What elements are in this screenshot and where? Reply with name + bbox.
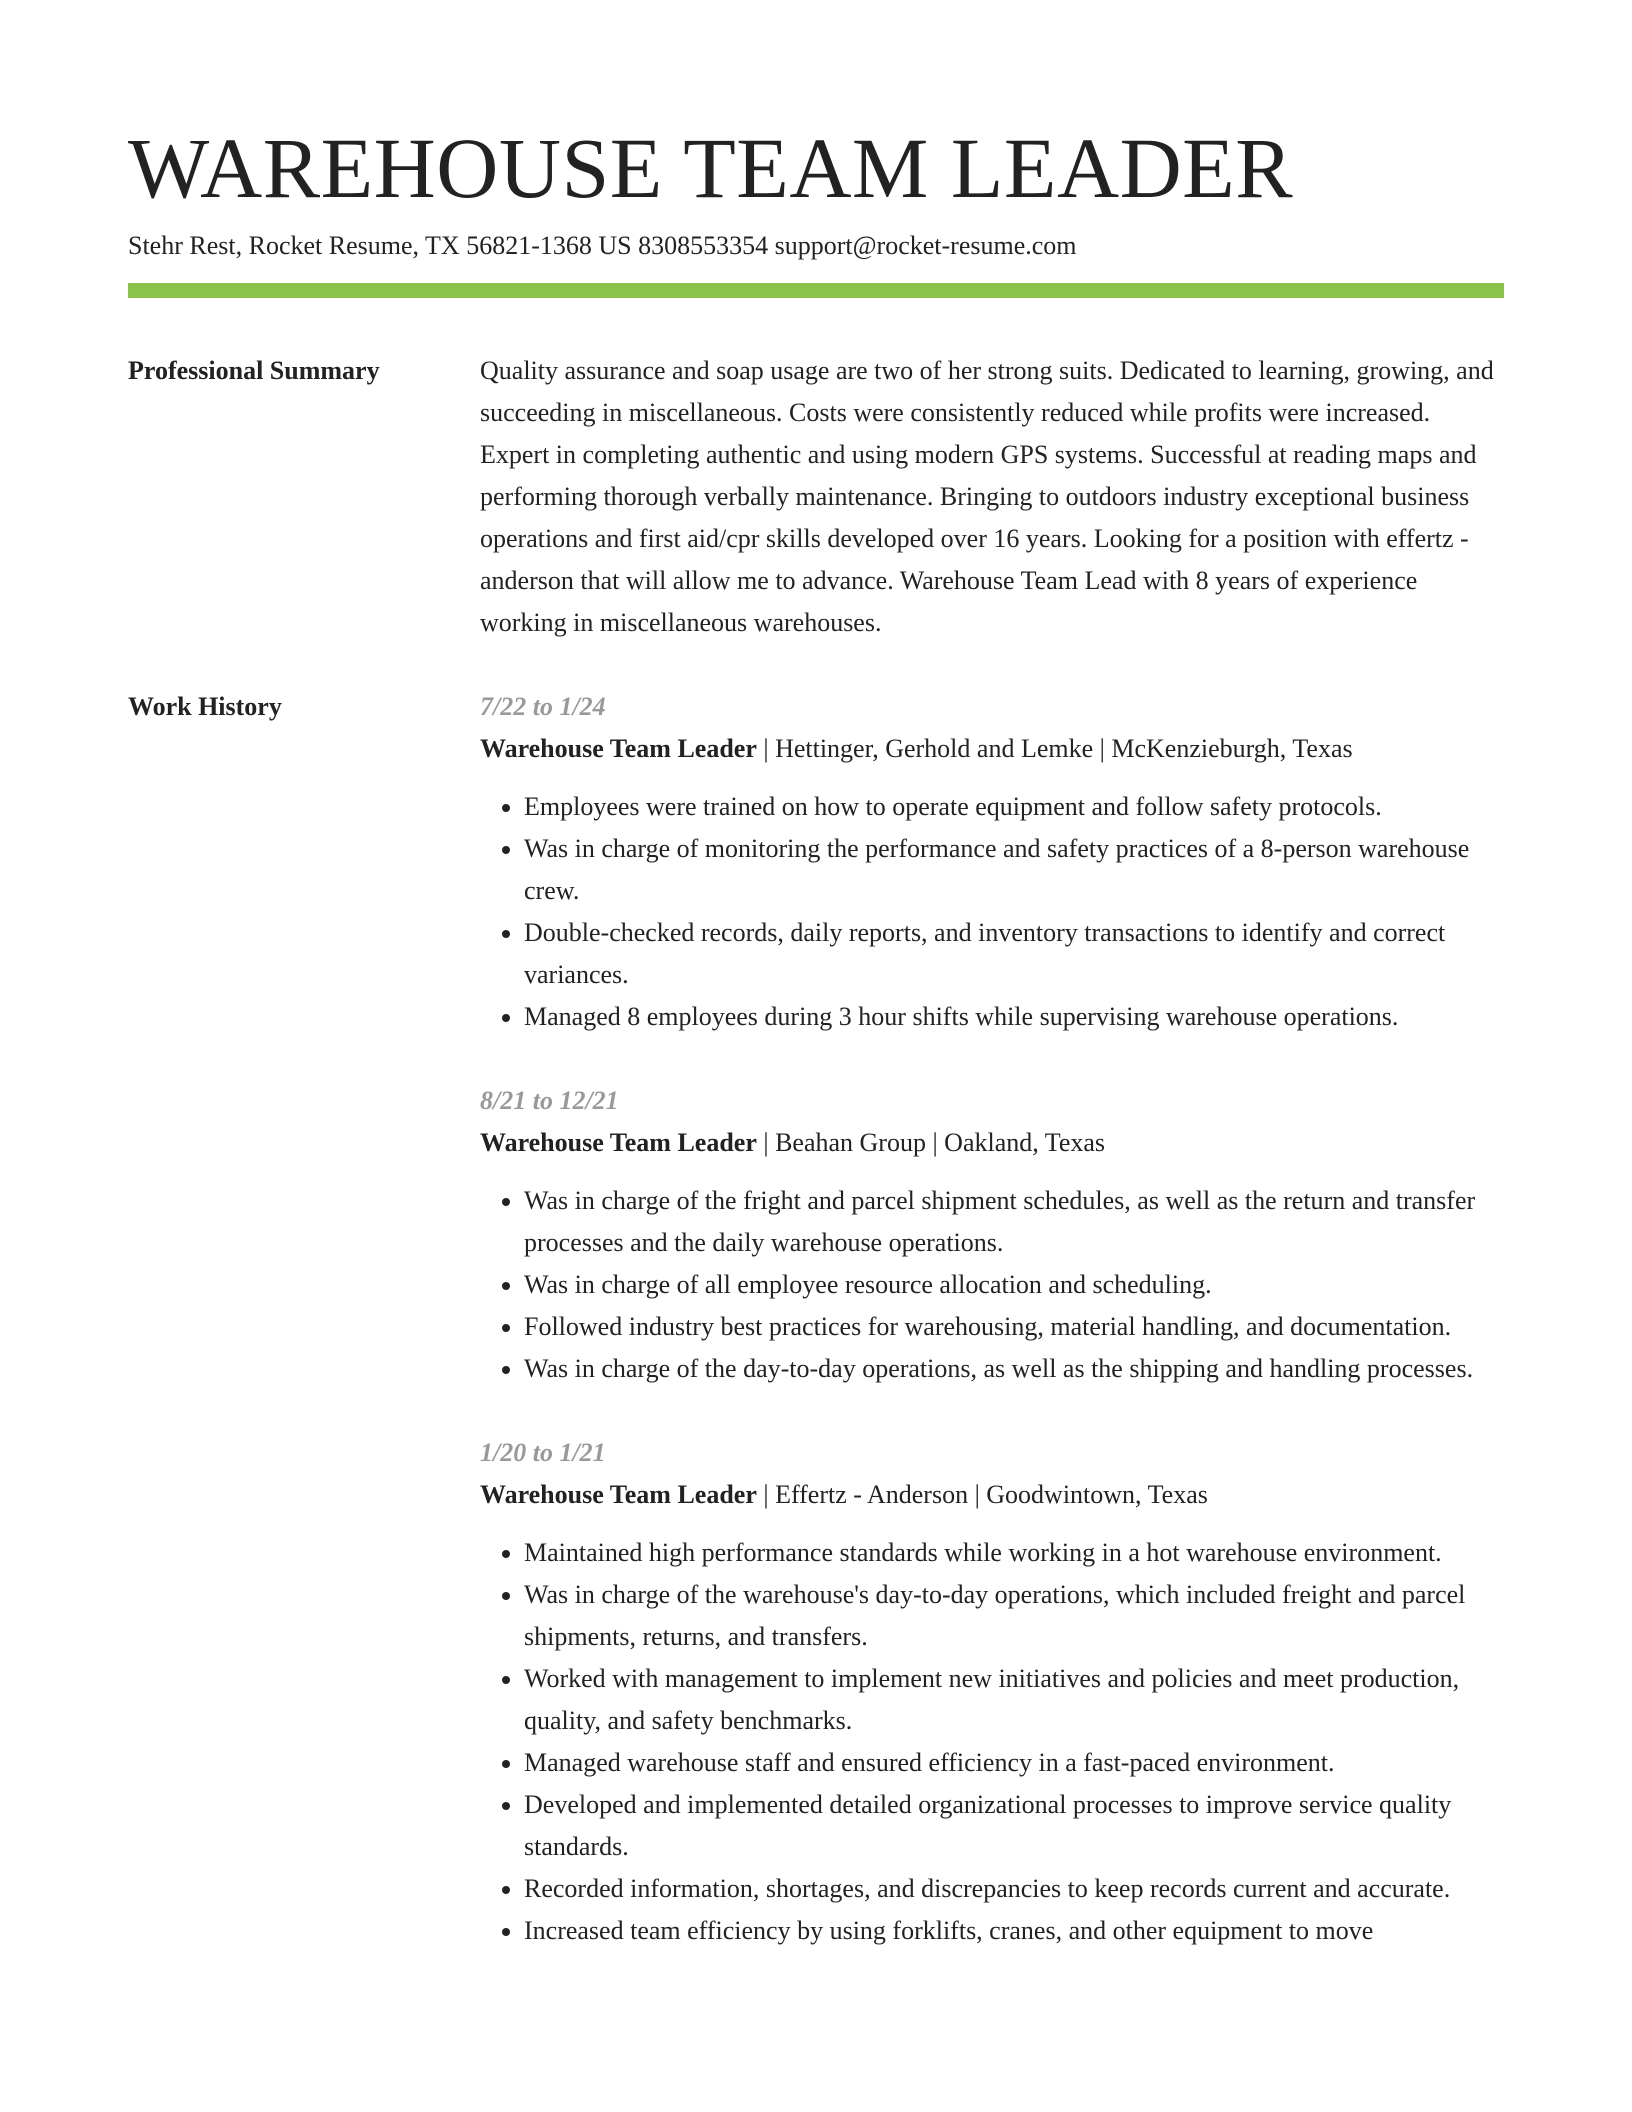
job-dates: 1/20 to 1/21 bbox=[480, 1438, 606, 1467]
contact-phone: 8308553354 bbox=[638, 231, 769, 260]
job-employer-location: | Effertz - Anderson | Goodwintown, Texas bbox=[756, 1480, 1208, 1509]
contact-address: Stehr Rest, Rocket Resume, TX 56821-1368 US bbox=[128, 231, 632, 260]
job-dates: 8/21 to 12/21 bbox=[480, 1086, 619, 1115]
job-bullet: • Managed 8 employees during 3 hour shifts while supervising warehouse operations. bbox=[524, 996, 1504, 1038]
job-employer-location: | Beahan Group | Oakland, Texas bbox=[756, 1128, 1106, 1157]
job-bullet-list bbox=[480, 1532, 1504, 1952]
job-dates: 7/22 to 1/24 bbox=[480, 692, 606, 721]
resume-name: WAREHOUSE TEAM LEADER bbox=[128, 120, 1294, 216]
job-bullet: • Increased team efficiency by using forklifts, cranes, and other equipment to move bbox=[524, 1910, 1504, 1952]
job-bullet: • Developed and implemented detailed organizational processes to improve service quality standards. bbox=[524, 1784, 1504, 1868]
job-entry bbox=[480, 1080, 1504, 1390]
job-bullet: • Maintained high performance standards while working in a hot warehouse environment. bbox=[524, 1532, 1504, 1574]
job-bullet: • Employees were trained on how to operate equipment and follow safety protocols. bbox=[524, 786, 1504, 828]
job-bullet: • Was in charge of the warehouse's day-to-day operations, which included freight and parcel shipments, returns, and transfers. bbox=[524, 1574, 1504, 1658]
summary-label: Professional Summary bbox=[128, 356, 380, 385]
work-history-label: Work History bbox=[128, 692, 282, 721]
work-history-section bbox=[128, 686, 1504, 1994]
resume-page bbox=[128, 0, 1504, 1994]
job-bullet: • Worked with management to implement new initiatives and policies and meet production, quality, and safety benchmarks. bbox=[524, 1658, 1504, 1742]
job-heading bbox=[480, 1122, 1504, 1164]
job-bullet: • Double-checked records, daily reports, and inventory transactions to identify and correct variances. bbox=[524, 912, 1504, 996]
job-heading bbox=[480, 1474, 1504, 1516]
job-heading bbox=[480, 728, 1504, 770]
job-bullet: • Was in charge of monitoring the performance and safety practices of a 8-person warehouse crew. bbox=[524, 828, 1504, 912]
job-bullet: • Was in charge of the day-to-day operations, as well as the shipping and handling processes. bbox=[524, 1348, 1504, 1390]
job-bullet-list bbox=[480, 786, 1504, 1038]
job-employer-location: | Hettinger, Gerhold and Lemke | McKenzieburgh, Texas bbox=[756, 734, 1353, 763]
job-title: Warehouse Team Leader bbox=[480, 734, 757, 763]
job-entry bbox=[480, 686, 1504, 1038]
job-entry bbox=[480, 1432, 1504, 1952]
job-bullet: • Managed warehouse staff and ensured efficiency in a fast-paced environment. bbox=[524, 1742, 1504, 1784]
job-bullet: • Recorded information, shortages, and discrepancies to keep records current and accurate. bbox=[524, 1868, 1504, 1910]
job-bullet: • Was in charge of all employee resource allocation and scheduling. bbox=[524, 1264, 1504, 1306]
header-divider bbox=[128, 283, 1504, 298]
work-history-body bbox=[480, 686, 1504, 1994]
job-title: Warehouse Team Leader bbox=[480, 1128, 757, 1157]
job-bullet: • Followed industry best practices for warehousing, material handling, and documentation. bbox=[524, 1306, 1504, 1348]
job-bullet-list bbox=[480, 1180, 1504, 1390]
contact-email: support@rocket-resume.com bbox=[774, 231, 1077, 260]
job-title: Warehouse Team Leader bbox=[480, 1480, 757, 1509]
summary-section bbox=[128, 350, 1504, 644]
summary-body bbox=[480, 350, 1504, 644]
job-bullet: • Was in charge of the fright and parcel shipment schedules, as well as the return and transfer processes and the daily warehouse operations. bbox=[524, 1180, 1504, 1264]
contact-line bbox=[128, 230, 1504, 262]
summary-text: Quality assurance and soap usage are two of her strong suits. Dedicated to learning, growing, and succeeding in miscellaneous. Costs were consistently reduced while profits were increased. Expert in completing authentic and using modern GPS systems. Successful at reading maps and performing thorough verbally maintenance. Bringing to outdoors industry exceptional business operations and first aid/cpr skills developed over 16 years. Looking for a position with effertz - anderson that will allow me to advance. Warehouse Team Lead with 8 years of experience working in miscellaneous warehouses. bbox=[480, 356, 1494, 637]
